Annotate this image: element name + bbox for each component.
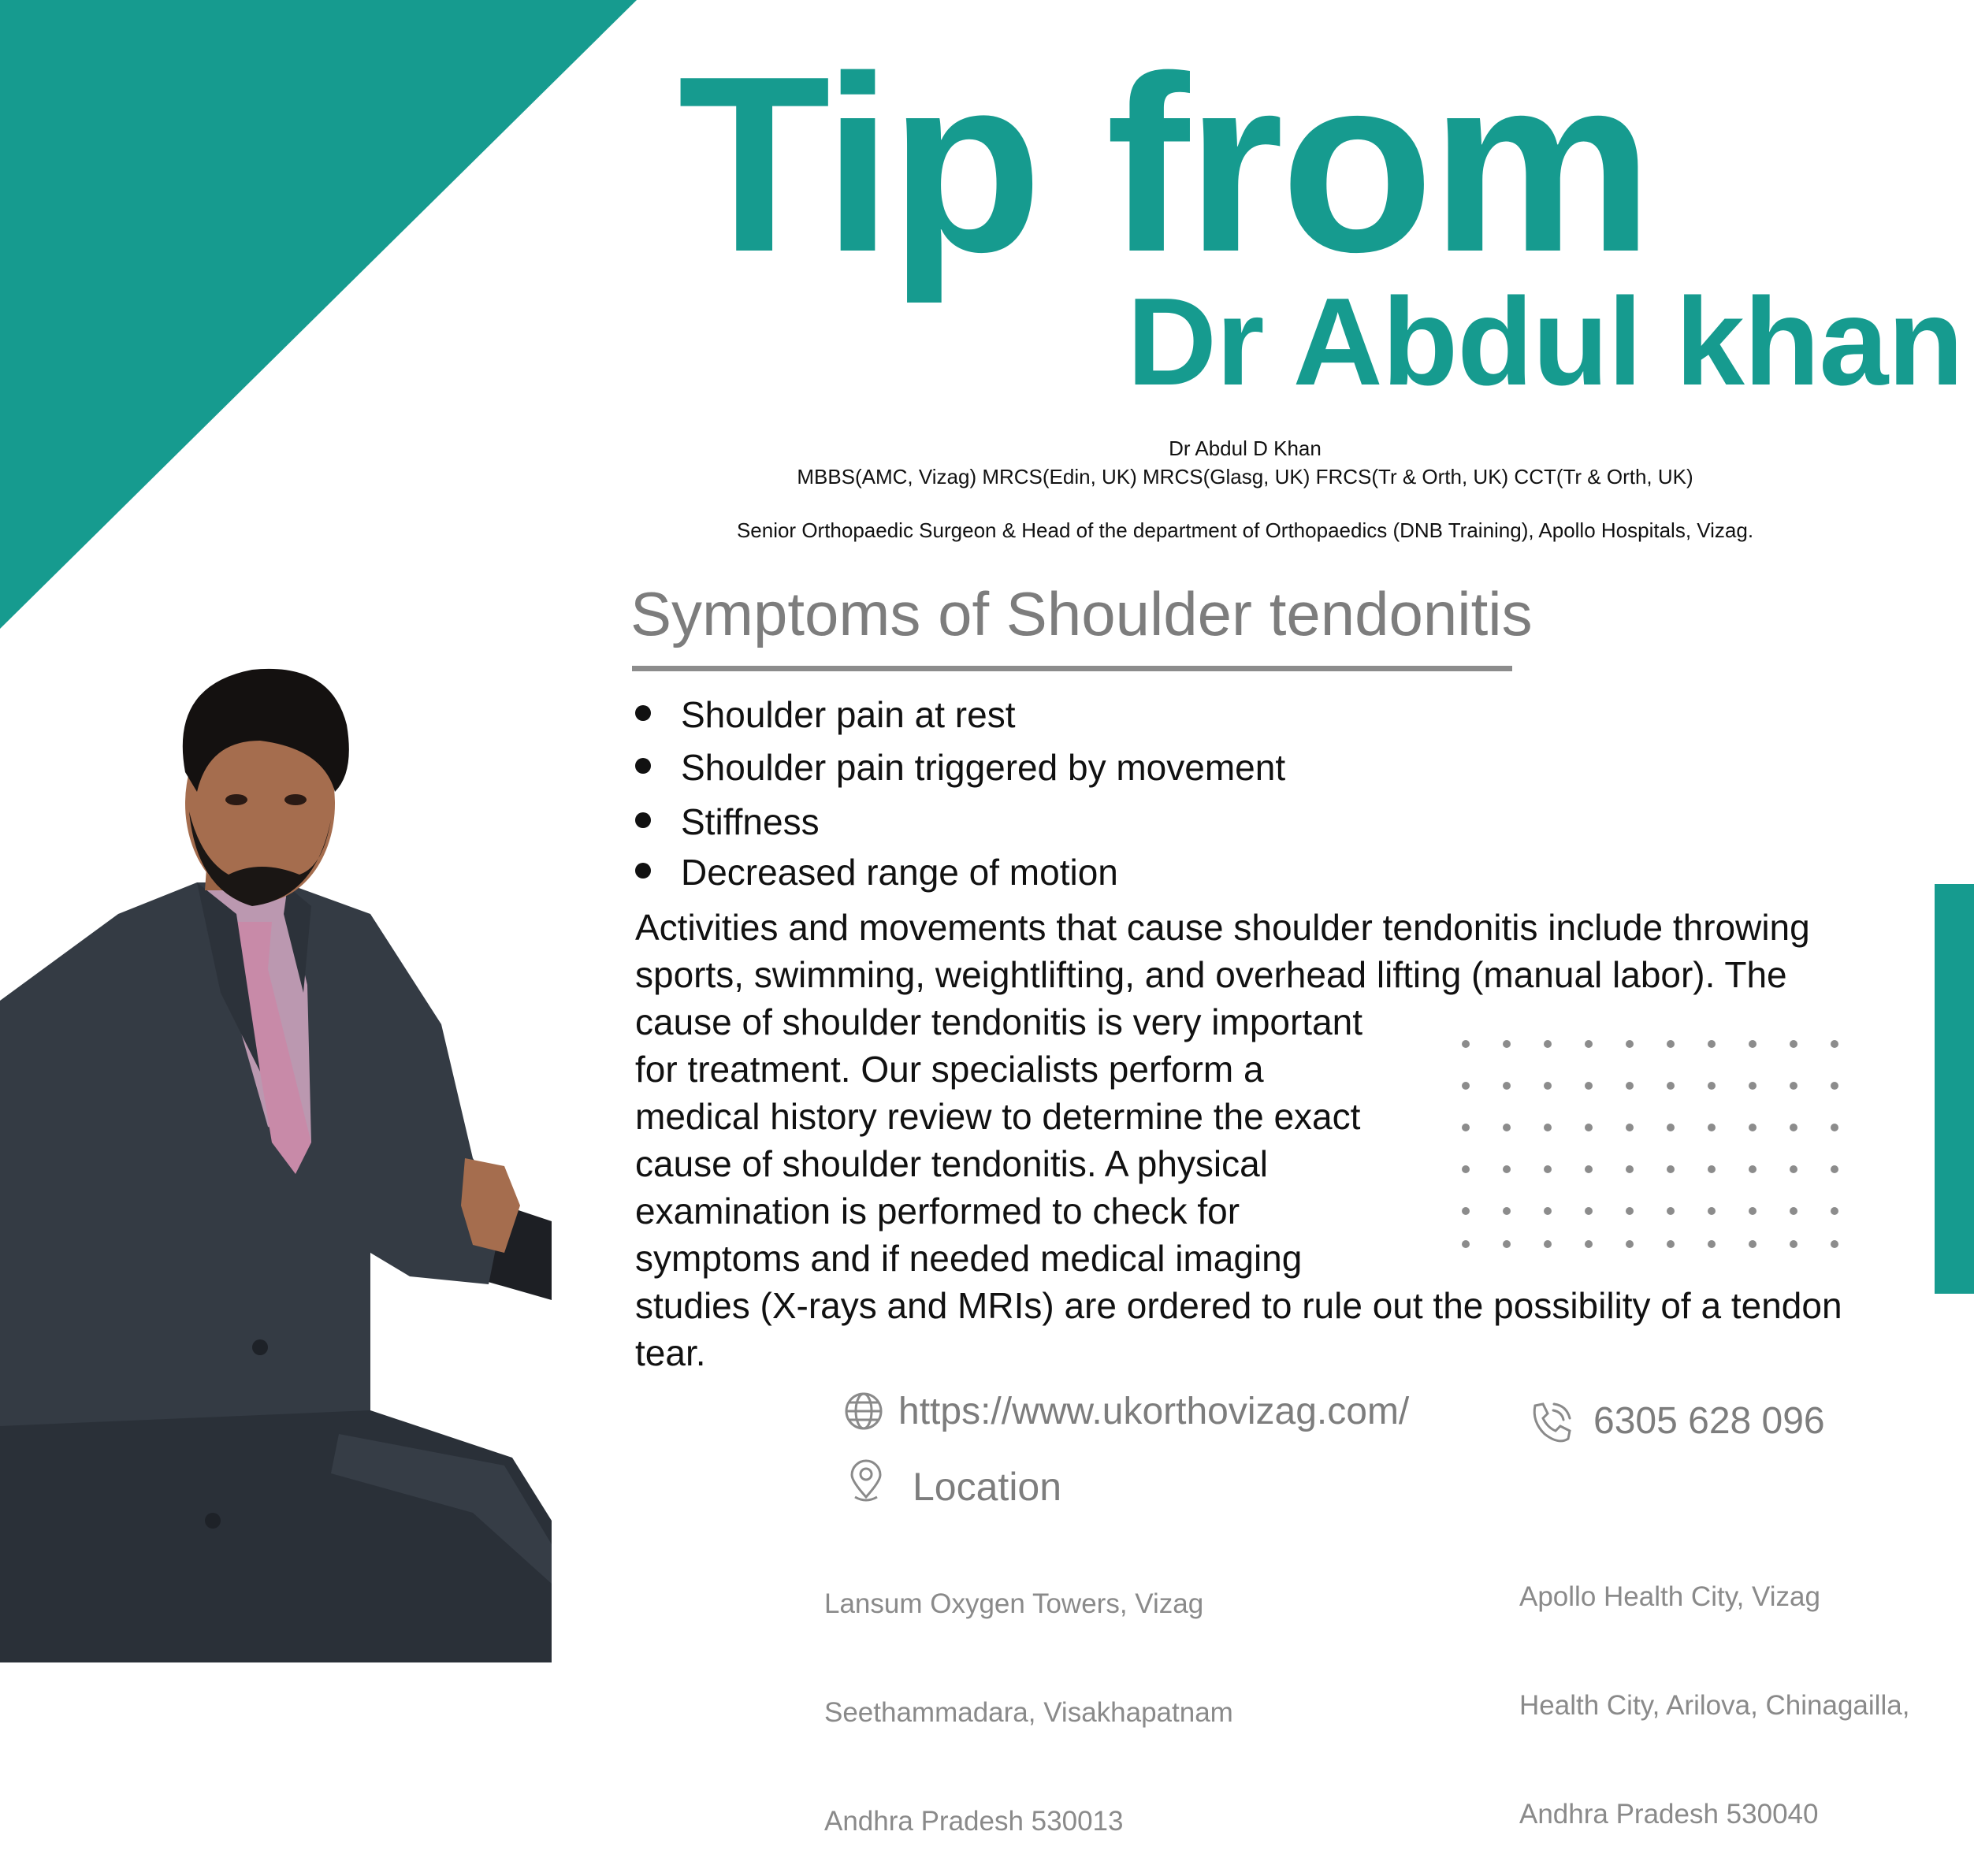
- location-pin-icon: [849, 1459, 883, 1503]
- paragraph-line: examination is performed to check for: [635, 1191, 1240, 1231]
- phone-number[interactable]: 6305 628 096: [1593, 1400, 1825, 1442]
- bullet-dot-icon: [635, 812, 651, 828]
- title-tip-from: Tip from: [678, 24, 1651, 304]
- list-item: Shoulder pain triggered by movement: [635, 749, 1285, 786]
- address-block-1: [824, 1514, 1233, 1876]
- section-underline: [632, 666, 1512, 671]
- address-line: Andhra Pradesh 530013: [824, 1806, 1124, 1837]
- address-line: Lansum Oxygen Towers, Vizag: [824, 1588, 1204, 1619]
- doctor-position: Senior Orthopaedic Surgeon & Head of the department of Orthopaedics (DNB Training), Apollo Hospitals, Vizag.: [736, 518, 1754, 542]
- bullet-dot-icon: [635, 758, 651, 774]
- phone-icon: [1527, 1399, 1574, 1447]
- paragraph-line: symptoms and if needed medical imaging: [635, 1238, 1303, 1279]
- doctor-full-name: Dr Abdul D Khan: [1169, 436, 1322, 460]
- doctor-photo: [0, 654, 552, 1662]
- paragraph-line: tear.: [635, 1332, 706, 1373]
- list-item: Shoulder pain at rest: [635, 697, 1016, 733]
- address-line: Andhra Pradesh 530040: [1519, 1799, 1819, 1830]
- title-doctor-name: Dr Abdul khan: [1127, 273, 1963, 411]
- address-line: Seethammadara, Visakhapatnam: [824, 1697, 1233, 1728]
- paragraph-line: studies (X-rays and MRIs) are ordered to rule out the possibility of a tendon: [635, 1285, 1842, 1326]
- paragraph-line: cause of shoulder tendonitis. A physical: [635, 1143, 1268, 1184]
- paragraph-line: cause of shoulder tendonitis is very important: [635, 1001, 1363, 1042]
- decorative-teal-bar: [1935, 884, 1974, 1294]
- website-link[interactable]: https://www.ukorthovizag.com/: [898, 1391, 1410, 1432]
- paragraph-line: Activities and movements that cause shoulder tendonitis include throwing: [635, 907, 1810, 948]
- decorative-teal-triangle: [0, 0, 638, 630]
- address-line: Health City, Arilova, Chinagailla,: [1519, 1690, 1910, 1721]
- location-label: Location: [913, 1465, 1062, 1509]
- doctor-qualifications: MBBS(AMC, Vizag) MRCS(Edin, UK) MRCS(Glasg, UK) FRCS(Tr & Orth, UK) CCT(Tr & Orth, UK): [797, 465, 1693, 489]
- paragraph-line: for treatment. Our specialists perform a: [635, 1049, 1264, 1090]
- paragraph-line: sports, swimming, weightlifting, and overhead lifting (manual labor). The: [635, 954, 1787, 995]
- list-item: Decreased range of motion: [635, 854, 1118, 890]
- globe-icon: [843, 1391, 884, 1432]
- bullet-dot-icon: [635, 863, 651, 879]
- address-line: Apollo Health City, Vizag: [1519, 1581, 1820, 1612]
- decorative-dot-grid: [1458, 1036, 1852, 1257]
- section-title: Symptoms of Shoulder tendonitis: [630, 579, 1533, 648]
- address-block-2: [1519, 1506, 1909, 1869]
- paragraph-line: medical history review to determine the exact: [635, 1096, 1361, 1137]
- bullet-dot-icon: [635, 705, 651, 721]
- list-item: Stiffness: [635, 804, 820, 840]
